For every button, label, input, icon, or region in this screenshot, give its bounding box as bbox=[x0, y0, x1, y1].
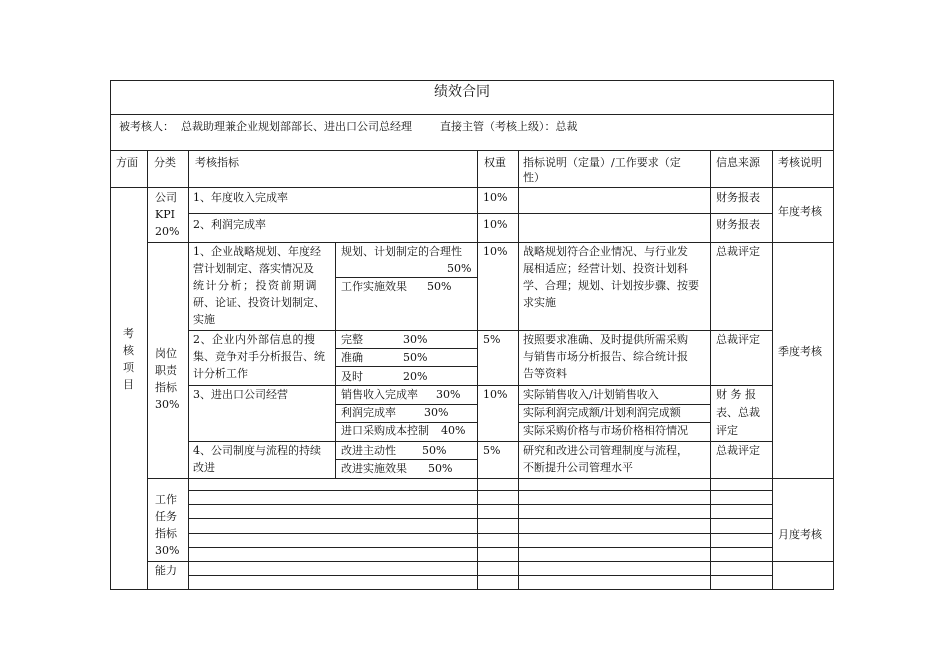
aspect-label-char: 项 bbox=[123, 361, 134, 374]
item4-weight: 5% bbox=[483, 444, 501, 457]
task-section-bottom bbox=[147, 561, 834, 562]
item1-explain-line: 展相适应；经营计划、投资计划科 bbox=[523, 262, 688, 275]
ability-row-line bbox=[188, 575, 772, 576]
aspect-label-char: 目 bbox=[123, 378, 134, 391]
kpi-source: 财务报表 bbox=[716, 191, 760, 204]
item3-sub-label: 利润完成率 bbox=[341, 406, 396, 419]
item3-weight: 10% bbox=[483, 388, 508, 401]
task-row-line bbox=[188, 547, 772, 548]
header-explain-line1: 指标说明（定量）/工作要求（定 bbox=[523, 156, 681, 169]
kpi-category-line: 公司 bbox=[155, 191, 177, 204]
item4-indicator-line: 改进 bbox=[193, 461, 215, 474]
item2-explain-line: 与销售市场分析报告、综合统计报 bbox=[523, 350, 688, 363]
task-row-line bbox=[188, 518, 772, 519]
kpi-indicator: 2、利润完成率 bbox=[193, 218, 266, 231]
contract-title: 绩效合同 bbox=[434, 84, 490, 100]
task-row-line bbox=[188, 533, 772, 534]
kpi-category-line: 20% bbox=[155, 225, 180, 238]
item1-source: 总裁评定 bbox=[716, 245, 760, 258]
item4-indicator-line: 4、公司制度与流程的持续 bbox=[193, 444, 321, 457]
kpi-weight: 10% bbox=[483, 218, 508, 231]
col-aspect-right bbox=[147, 150, 148, 590]
item3-sub-label: 销售收入完成率 bbox=[341, 388, 418, 401]
item4-source: 总裁评定 bbox=[716, 444, 760, 457]
item3-source-line: 财 务 报 bbox=[716, 388, 756, 401]
task-category-line: 任务 bbox=[155, 510, 177, 523]
item1-explain-line: 战略规划符合企业情况、与行业发 bbox=[523, 245, 688, 258]
item1-explain-line: 学、合理；规划、计划按步骤、按要 bbox=[523, 279, 699, 292]
item2-indicator-line: 计分析工作 bbox=[193, 367, 248, 380]
kpi-note: 年度考核 bbox=[778, 205, 822, 218]
item1-indicator-line: 实施 bbox=[193, 313, 215, 326]
header-aspect: 方面 bbox=[116, 156, 138, 169]
header-category: 分类 bbox=[154, 156, 176, 169]
task-category-line: 工作 bbox=[155, 493, 177, 506]
item2-indicator-line: 集、竞争对手分析报告、统 bbox=[193, 350, 325, 363]
aspect-label-char: 核 bbox=[123, 344, 134, 357]
task-row-line bbox=[188, 490, 772, 491]
title-row-bottom bbox=[110, 114, 834, 115]
task-row-line bbox=[188, 504, 772, 505]
task-note: 月度考核 bbox=[778, 528, 822, 541]
subject-line: 被考核人： 总裁助理兼企业规划部部长、进出口公司总经理 直接主管（考核上级）：总裁 bbox=[119, 120, 578, 133]
item2-sub-pct: 50% bbox=[403, 351, 428, 364]
kpi-indicator: 1、年度收入完成率 bbox=[193, 191, 288, 204]
kpi-source: 财务报表 bbox=[716, 218, 760, 231]
col-indicator-right bbox=[477, 150, 478, 590]
item4-sub-pct: 50% bbox=[428, 462, 453, 475]
item1-indicator-line: 研、论证、投资计划制定、 bbox=[193, 296, 325, 309]
table-border-right bbox=[833, 80, 834, 590]
item2-explain-line: 告等资料 bbox=[523, 367, 567, 380]
post-category-line: 岗位 bbox=[155, 347, 177, 360]
item2-sub-pct: 30% bbox=[403, 333, 428, 346]
item1-weight: 10% bbox=[483, 245, 508, 258]
item2-explain-line: 按照要求准确、及时提供所需采购 bbox=[523, 333, 688, 346]
header-row-bottom bbox=[110, 187, 834, 188]
col-subindicator-left bbox=[335, 242, 336, 478]
col-source-right bbox=[772, 150, 773, 590]
table-border-left bbox=[110, 80, 111, 590]
item4-explain-line: 不断提升公司管理水平 bbox=[523, 461, 633, 474]
post-category-line: 职责 bbox=[155, 364, 177, 377]
kpi-weight: 10% bbox=[483, 191, 508, 204]
item2-sub-label: 完整 bbox=[341, 333, 363, 346]
item3-sub-pct: 30% bbox=[424, 406, 449, 419]
item2-indicator-line: 2、企业内外部信息的搜 bbox=[193, 333, 316, 346]
item3-source-line: 评定 bbox=[716, 424, 738, 437]
aspect-label-char: 考 bbox=[123, 327, 134, 340]
item3-sub-label: 进口采购成本控制 bbox=[341, 424, 429, 437]
item4-sub-label: 改进主动性 bbox=[341, 444, 396, 457]
item3-sub-pct: 30% bbox=[436, 388, 461, 401]
post-note: 季度考核 bbox=[778, 345, 822, 358]
item3-explain-line: 实际利润完成额/计划利润完成额 bbox=[523, 406, 681, 419]
item1-sub-label: 规划、计划制定的合理性 bbox=[341, 245, 462, 258]
item2-source: 总裁评定 bbox=[716, 333, 760, 346]
header-weight: 权重 bbox=[484, 156, 506, 169]
item2-sub-pct: 20% bbox=[403, 370, 428, 383]
item1-indicator-line: 营计划制定、落实情况及 bbox=[193, 262, 314, 275]
header-note: 考核说明 bbox=[778, 156, 822, 169]
item2-sub-label: 准确 bbox=[341, 351, 363, 364]
col-explain-right bbox=[710, 150, 711, 590]
header-explain-line2: 性） bbox=[523, 171, 545, 184]
table-border-top bbox=[110, 80, 834, 81]
item1-sub-label: 工作实施效果 bbox=[341, 280, 407, 293]
item1-sub-pct: 50% bbox=[427, 280, 452, 293]
item1-indicator-line: 1、企业战略规划、年度经 bbox=[193, 245, 321, 258]
col-category-right bbox=[188, 150, 189, 590]
col-weight-right bbox=[518, 150, 519, 590]
item2-weight: 5% bbox=[483, 333, 501, 346]
post-section-bottom bbox=[147, 478, 834, 479]
kpi-category-line: KPI bbox=[155, 208, 175, 221]
header-source: 信息来源 bbox=[716, 156, 760, 169]
item3-explain-line: 实际采购价格与市场价格相符情况 bbox=[523, 424, 688, 437]
task-category-line: 30% bbox=[155, 544, 180, 557]
header-indicator: 考核指标 bbox=[195, 156, 239, 169]
item4-sub-label: 改进实施效果 bbox=[341, 462, 407, 475]
item1-sub-pct: 50% bbox=[447, 262, 472, 275]
item4-sub-pct: 50% bbox=[422, 444, 447, 457]
item4-explain-line: 研究和改进公司管理制度与流程， bbox=[523, 444, 688, 457]
post-category-line: 30% bbox=[155, 398, 180, 411]
item3-indicator-line: 3、进出口公司经营 bbox=[193, 388, 288, 401]
subject-row-bottom bbox=[110, 150, 834, 151]
item3-sub-pct: 40% bbox=[441, 424, 466, 437]
ability-category: 能力 bbox=[155, 564, 177, 577]
task-category-line: 指标 bbox=[155, 527, 177, 540]
item1-indicator-line: 统计分析；投资前期调 bbox=[193, 279, 318, 292]
item1-explain-line: 求实施 bbox=[523, 296, 556, 309]
table-border-bottom bbox=[110, 589, 834, 590]
item3-source-line: 表、总裁 bbox=[716, 406, 760, 419]
item3-explain-line: 实际销售收入/计划销售收入 bbox=[523, 388, 659, 401]
item2-sub-label: 及时 bbox=[341, 370, 363, 383]
post-category-line: 指标 bbox=[155, 381, 177, 394]
kpi-row-divider bbox=[188, 213, 772, 214]
